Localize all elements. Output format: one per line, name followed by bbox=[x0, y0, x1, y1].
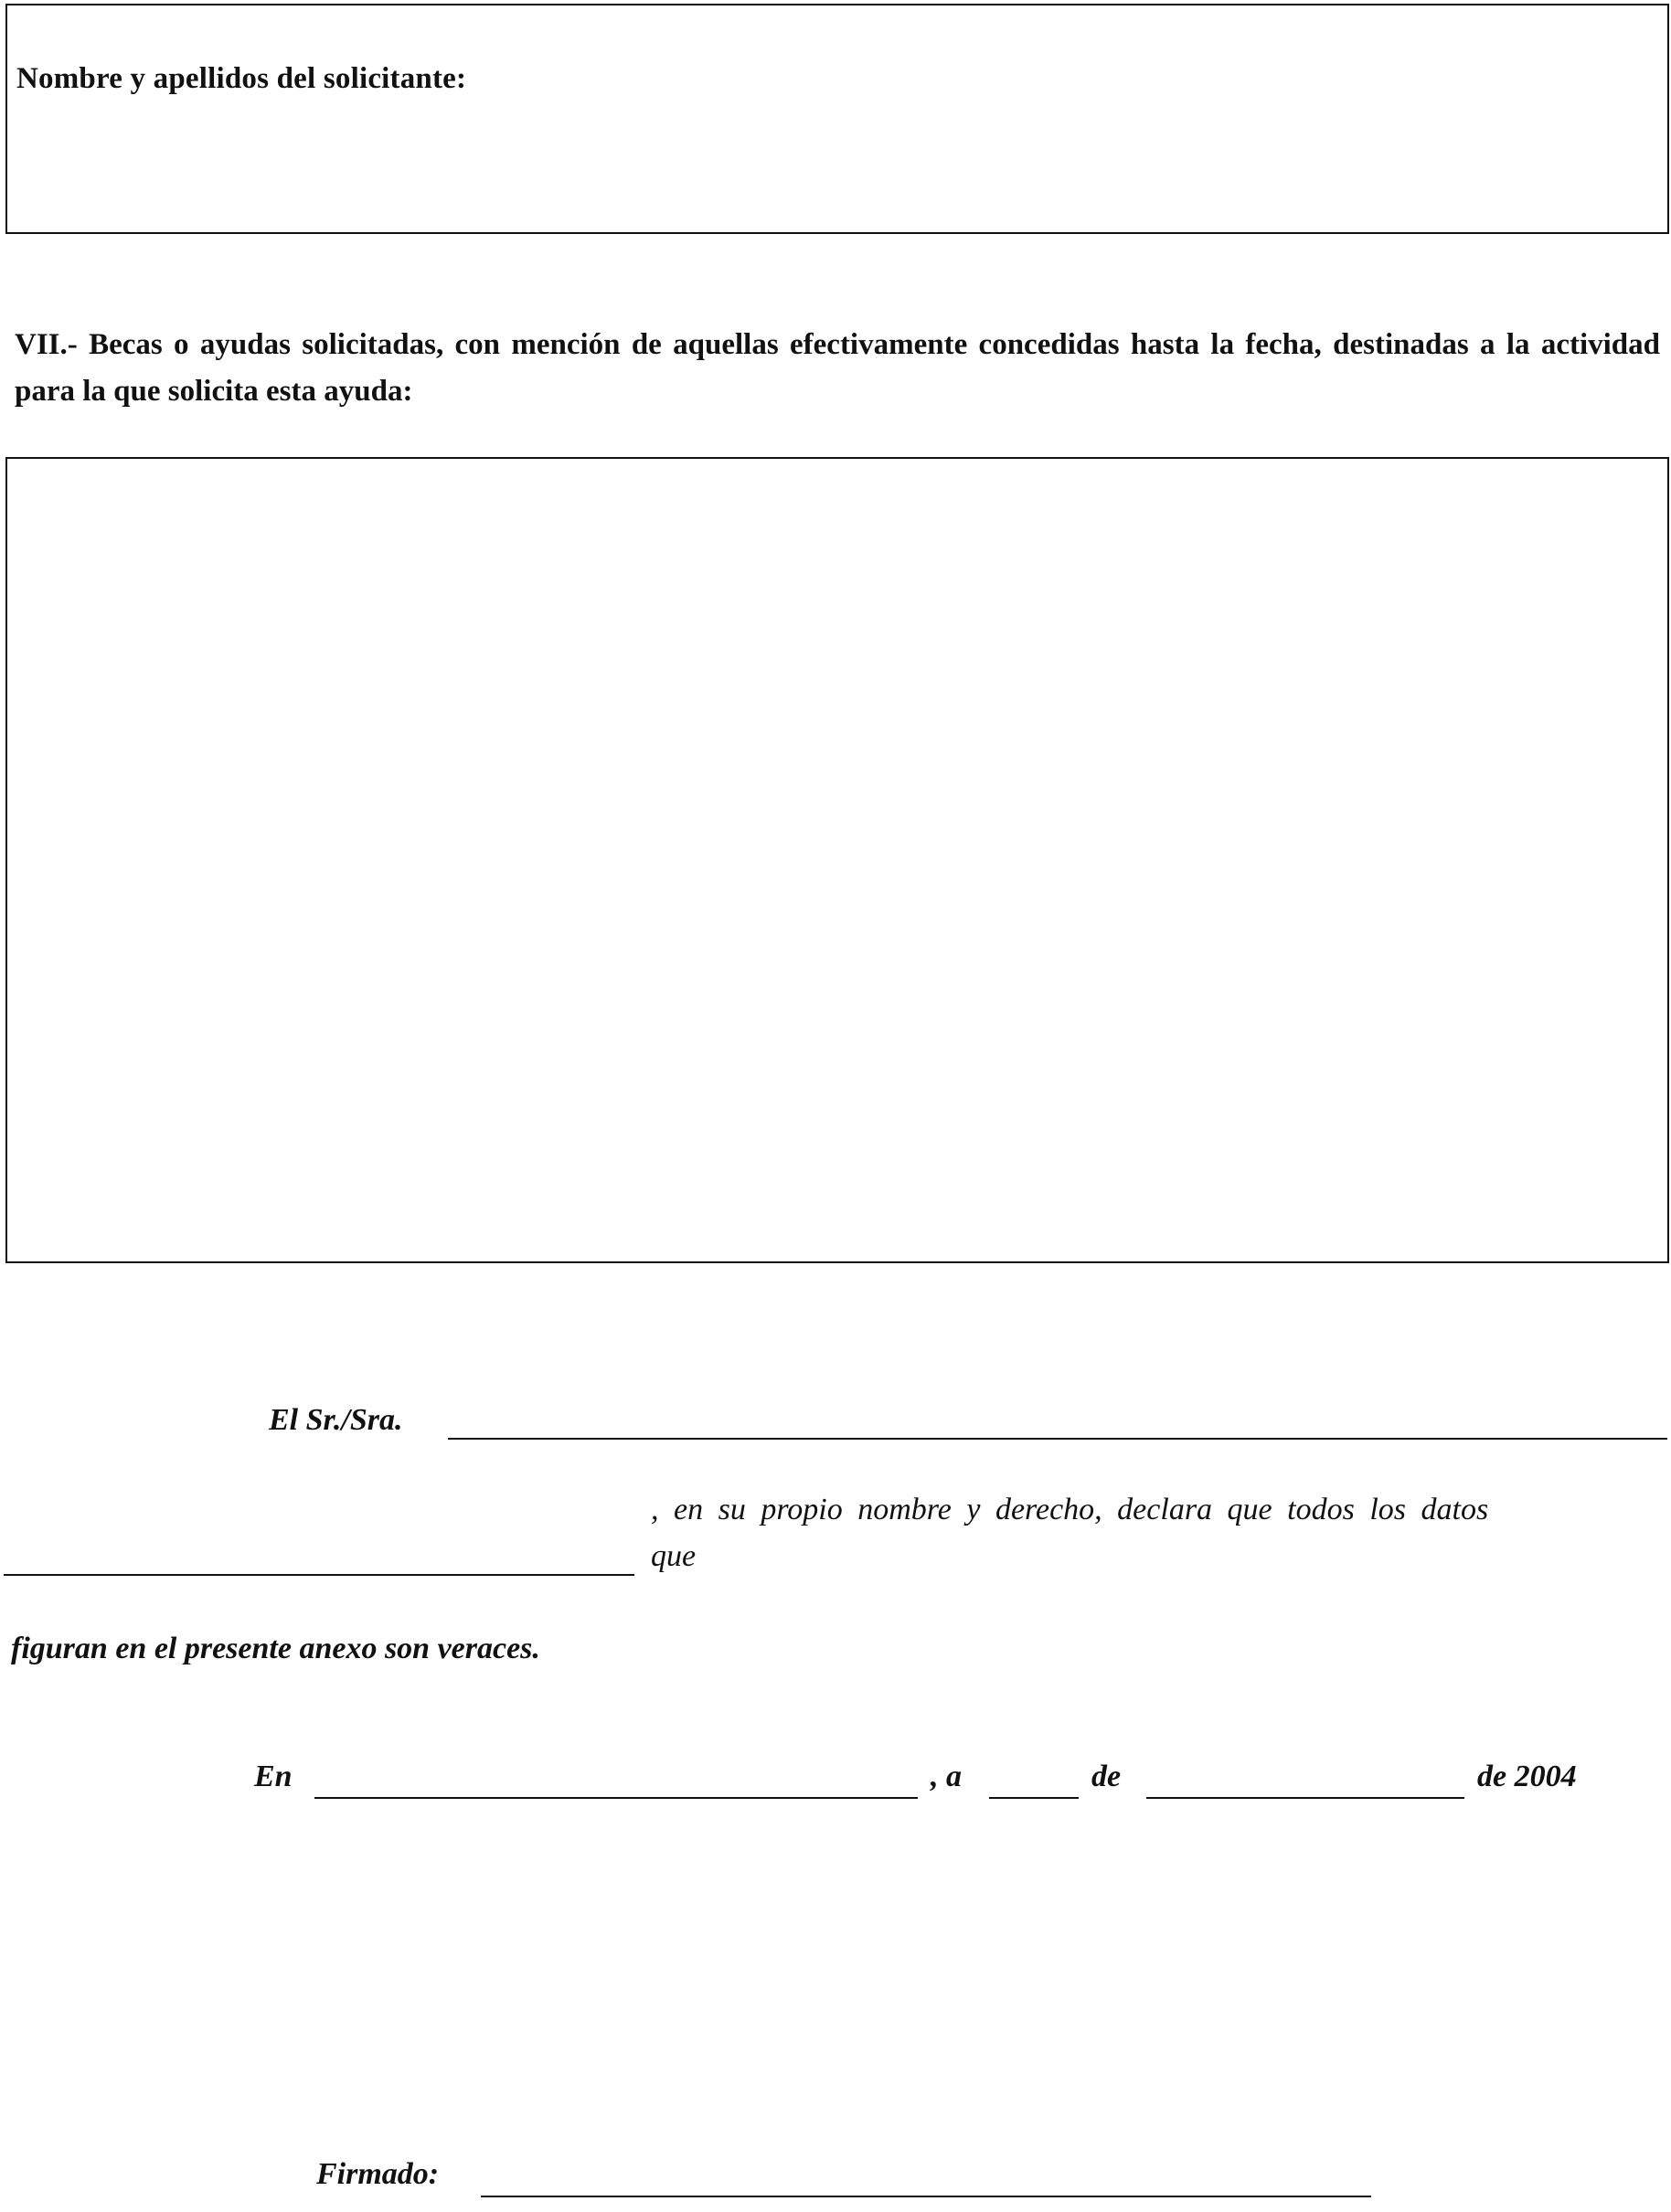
representation-line[interactable] bbox=[4, 1574, 634, 1576]
applicant-name-label: Nombre y apellidos del solicitante: bbox=[16, 62, 467, 95]
year-label: de 2004 bbox=[1477, 1760, 1577, 1793]
applicant-name-line[interactable] bbox=[448, 1438, 1667, 1440]
declaration-text-line3: figuran en el presente anexo son veraces. bbox=[11, 1632, 540, 1665]
sr-sra-label: El Sr./Sra. bbox=[269, 1403, 403, 1437]
place-en-label: En bbox=[254, 1760, 293, 1793]
month-line[interactable] bbox=[1146, 1797, 1464, 1799]
section-vii-heading: VII.- Becas o ayudas solicitadas, con mención de aquellas efectivamente concedidas hasta la fecha, destinadas a la actividad para la que solicita esta ayuda: bbox=[15, 328, 1660, 408]
declaration-text-line2: , en su propio nombre y derecho, declara que todos los datos bbox=[651, 1493, 1489, 1526]
place-line[interactable] bbox=[314, 1797, 918, 1799]
signature-line[interactable] bbox=[481, 2196, 1371, 2197]
becas-answer-box[interactable] bbox=[5, 457, 1669, 1263]
declaration-que: que bbox=[651, 1539, 697, 1573]
day-line[interactable] bbox=[989, 1797, 1079, 1799]
day-a-label: , a bbox=[931, 1760, 962, 1793]
applicant-name-box[interactable] bbox=[5, 4, 1669, 234]
signature-label: Firmado: bbox=[316, 2157, 440, 2191]
month-de-label: de bbox=[1091, 1760, 1122, 1793]
